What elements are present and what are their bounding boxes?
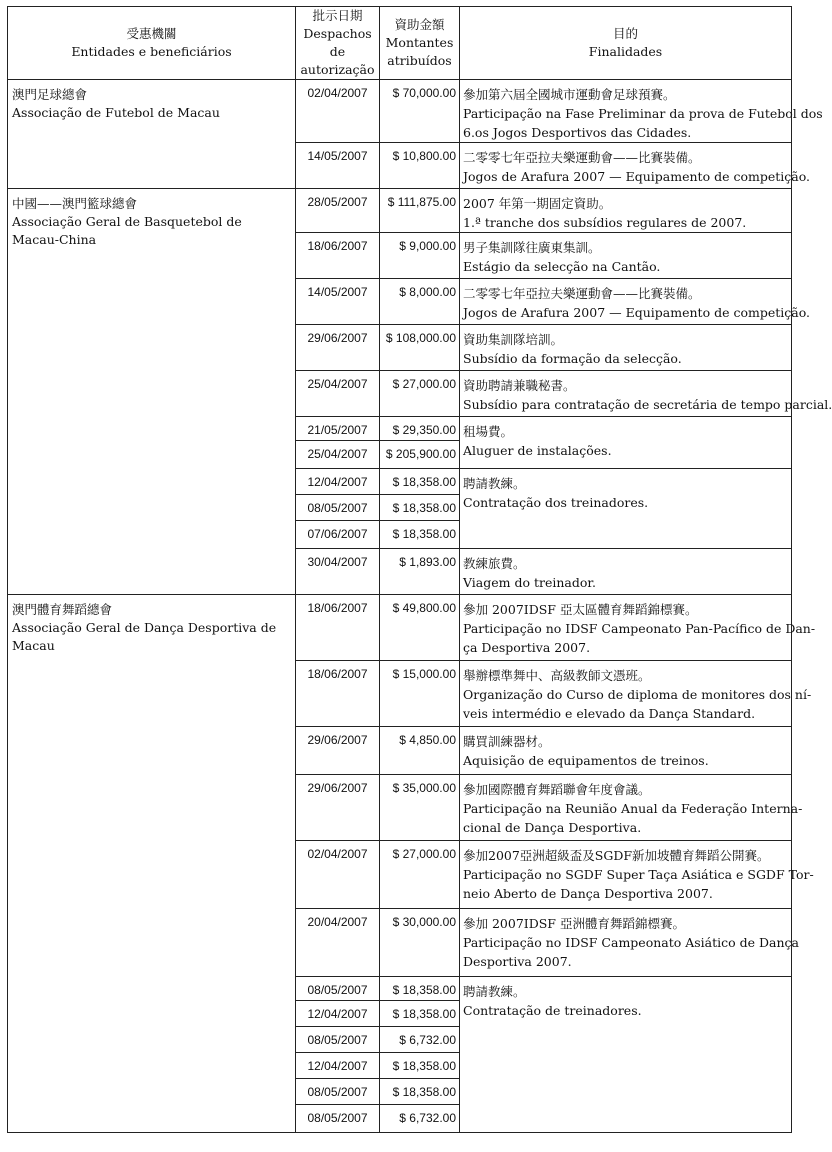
header-row xyxy=(8,7,792,80)
entity-cell xyxy=(8,595,296,1133)
purpose-line: Organização do Curso de diploma de monitores dos ní- xyxy=(463,687,812,702)
purpose-line: Estágio da selecção na Cantão. xyxy=(463,259,661,274)
purpose-line: 舉辦標準舞中、高級教師文憑班。 xyxy=(463,668,651,683)
date-cell: 29/06/2007 xyxy=(296,775,380,841)
date-cell: 18/06/2007 xyxy=(296,595,380,661)
purpose-line: Aquisição de equipamentos de treinos. xyxy=(463,753,709,768)
entity-name-line: Macau-China xyxy=(12,232,97,247)
date-cell: 25/04/2007 xyxy=(296,371,380,417)
entity-name-line: Macau xyxy=(12,638,55,653)
date-cell: 08/05/2007 xyxy=(296,1079,380,1105)
date-cell: 18/06/2007 xyxy=(296,661,380,727)
purpose-cell xyxy=(460,977,792,1133)
purpose-line: 參加國際體育舞蹈聯會年度會議。 xyxy=(463,782,651,797)
date-cell: 29/06/2007 xyxy=(296,325,380,371)
header-amounts-pt2: atribuídos xyxy=(387,53,452,68)
date-cell: 08/05/2007 xyxy=(296,1027,380,1053)
purpose-line: 租場費。 xyxy=(463,424,514,439)
header-entities xyxy=(8,7,296,80)
amount-cell: $ 70,000.00 xyxy=(380,80,460,143)
purpose-line: 參加第六屆全國城市運動會足球預賽。 xyxy=(463,87,676,102)
date-cell: 07/06/2007 xyxy=(296,521,380,549)
purpose-cell xyxy=(460,661,812,727)
purpose-line: neio Aberto de Dança Desportiva 2007. xyxy=(463,886,713,901)
date-cell: 30/04/2007 xyxy=(296,549,380,595)
amount-cell: $ 8,000.00 xyxy=(380,279,460,325)
purpose-cell xyxy=(460,775,803,841)
table-row xyxy=(8,80,792,143)
amount-cell: $ 205,900.00 xyxy=(380,441,460,469)
purpose-line: Contratação de treinadores. xyxy=(463,1003,642,1018)
amount-cell: $ 27,000.00 xyxy=(380,371,460,417)
purpose-line: 1.ª tranche dos subsídios regulares de 2007. xyxy=(463,215,747,230)
purpose-cell xyxy=(460,549,792,595)
purpose-line: Aluguer de instalações. xyxy=(463,443,612,458)
purpose-line: 二零零七年亞拉夫樂運動會——比賽裝備。 xyxy=(463,286,701,301)
header-amounts-zh: 資助金額 xyxy=(394,17,445,32)
purpose-line: Participação no SGDF Super Taça Asiática e SGDF Tor- xyxy=(463,867,814,882)
purpose-line: 參加 2007IDSF 亞洲體育舞蹈錦標賽。 xyxy=(463,916,685,931)
purpose-line: Participação na Fase Preliminar da prova de Futebol dos xyxy=(463,106,823,121)
header-dates xyxy=(296,7,380,80)
purpose-line: Subsídio para contratação de secretária de tempo parcial. xyxy=(463,397,832,412)
entity-name-line: 中國——澳門籃球總會 xyxy=(12,196,138,211)
amount-cell: $ 30,000.00 xyxy=(380,909,460,977)
purpose-cell xyxy=(460,189,792,233)
purpose-line: 參加2007亞洲超級盃及SGDF新加坡體育舞蹈公開賽。 xyxy=(463,848,770,863)
amount-cell: $ 18,358.00 xyxy=(380,1053,460,1079)
amount-cell: $ 18,358.00 xyxy=(380,521,460,549)
date-cell: 02/04/2007 xyxy=(296,80,380,143)
table-row xyxy=(8,595,792,661)
purpose-line: veis intermédio e elevado da Dança Standard. xyxy=(463,706,756,721)
date-cell: 25/04/2007 xyxy=(296,441,380,469)
header-dates-pt1: Despachos de xyxy=(303,26,372,59)
table-row xyxy=(8,189,792,233)
entity-name-line: Associação de Futebol de Macau xyxy=(12,105,220,120)
amount-cell: $ 108,000.00 xyxy=(380,325,460,371)
purpose-cell xyxy=(460,417,792,469)
header-purposes-pt: Finalidades xyxy=(588,44,663,59)
amount-cell: $ 15,000.00 xyxy=(380,661,460,727)
date-cell: 20/04/2007 xyxy=(296,909,380,977)
purpose-cell xyxy=(460,325,792,371)
header-amounts xyxy=(380,7,460,80)
amount-cell: $ 1,893.00 xyxy=(380,549,460,595)
header-dates-zh: 批示日期 xyxy=(312,8,363,23)
entity-name-line: 澳門體育舞蹈總會 xyxy=(12,602,113,617)
header-purposes xyxy=(460,7,792,80)
entity-name-line: 澳門足球總會 xyxy=(12,87,88,102)
amount-cell: $ 18,358.00 xyxy=(380,1001,460,1027)
purpose-line: 6.os Jogos Desportivos das Cidades. xyxy=(463,125,692,140)
purpose-line: Viagem do treinador. xyxy=(463,575,596,590)
entity-name-line: Associação Geral de Dança Desportiva de xyxy=(12,620,277,635)
amount-cell: $ 10,800.00 xyxy=(380,143,460,189)
amount-cell: $ 18,358.00 xyxy=(380,469,460,495)
date-cell: 08/05/2007 xyxy=(296,495,380,521)
purpose-line: 資助聘請兼職秘書。 xyxy=(463,378,576,393)
purpose-line: 教練旅費。 xyxy=(463,556,526,571)
amount-cell: $ 111,875.00 xyxy=(380,189,460,233)
date-cell: 21/05/2007 xyxy=(296,417,380,441)
purpose-cell xyxy=(460,80,823,143)
purpose-cell xyxy=(460,595,816,661)
purpose-line: Contratação dos treinadores. xyxy=(463,495,649,510)
purpose-line: 聘請教練。 xyxy=(463,476,526,491)
purpose-line: Participação no IDSF Campeonato Pan-Pacífico de Dan- xyxy=(463,621,816,636)
purpose-line: 資助集訓隊培訓。 xyxy=(463,332,564,347)
purpose-line: 聘請教練。 xyxy=(463,984,526,999)
date-cell: 12/04/2007 xyxy=(296,469,380,495)
purpose-line: Participação no IDSF Campeonato Asiático de Dança xyxy=(463,935,800,950)
header-amounts-pt1: Montantes xyxy=(385,35,454,50)
amount-cell: $ 27,000.00 xyxy=(380,841,460,909)
entity-cell xyxy=(8,80,296,189)
entity-name-line: Associação Geral de Basquetebol de xyxy=(12,214,242,229)
date-cell: 12/04/2007 xyxy=(296,1001,380,1027)
header-purposes-zh: 目的 xyxy=(612,26,638,41)
purpose-cell xyxy=(460,841,814,909)
date-cell: 12/04/2007 xyxy=(296,1053,380,1079)
amount-cell: $ 6,732.00 xyxy=(380,1027,460,1053)
purpose-cell xyxy=(460,469,792,549)
purpose-cell xyxy=(460,727,792,775)
purpose-line: Jogos de Arafura 2007 — Equipamento de competição. xyxy=(463,169,810,184)
header-entities-zh: 受惠機關 xyxy=(126,26,177,41)
purpose-line: Jogos de Arafura 2007 — Equipamento de competição. xyxy=(463,305,810,320)
purpose-line: 男子集訓隊往廣東集訓。 xyxy=(463,240,601,255)
amount-cell: $ 29,350.00 xyxy=(380,417,460,441)
header-dates-pt2: autorização xyxy=(300,62,375,77)
date-cell: 08/05/2007 xyxy=(296,1105,380,1133)
purpose-cell xyxy=(460,143,810,189)
amount-cell: $ 4,850.00 xyxy=(380,727,460,775)
date-cell: 08/05/2007 xyxy=(296,977,380,1001)
date-cell: 29/06/2007 xyxy=(296,727,380,775)
amount-cell: $ 49,800.00 xyxy=(380,595,460,661)
purpose-line: 參加 2007IDSF 亞太區體育舞蹈錦標賽。 xyxy=(463,602,698,617)
date-cell: 28/05/2007 xyxy=(296,189,380,233)
date-cell: 02/04/2007 xyxy=(296,841,380,909)
date-cell: 18/06/2007 xyxy=(296,233,380,279)
purpose-line: ça Desportiva 2007. xyxy=(463,640,591,655)
amount-cell: $ 6,732.00 xyxy=(380,1105,460,1133)
subsidies-table xyxy=(7,6,832,1133)
amount-cell: $ 18,358.00 xyxy=(380,1079,460,1105)
amount-cell: $ 9,000.00 xyxy=(380,233,460,279)
purpose-line: Participação na Reunião Anual da Federação Interna- xyxy=(463,801,803,816)
purpose-line: Desportiva 2007. xyxy=(463,954,572,969)
amount-cell: $ 35,000.00 xyxy=(380,775,460,841)
purpose-cell xyxy=(460,371,832,417)
date-cell: 14/05/2007 xyxy=(296,279,380,325)
purpose-cell xyxy=(460,233,792,279)
header-entities-pt: Entidades e beneficiários xyxy=(71,44,232,59)
purpose-line: 購買訓練器材。 xyxy=(463,734,551,749)
purpose-cell xyxy=(460,279,810,325)
entity-cell xyxy=(8,189,296,595)
purpose-line: cional de Dança Desportiva. xyxy=(463,820,642,835)
amount-cell: $ 18,358.00 xyxy=(380,495,460,521)
purpose-line: 二零零七年亞拉夫樂運動會——比賽裝備。 xyxy=(463,150,701,165)
date-cell: 14/05/2007 xyxy=(296,143,380,189)
amount-cell: $ 18,358.00 xyxy=(380,977,460,1001)
purpose-cell xyxy=(460,909,800,977)
purpose-line: 2007 年第一期固定資助。 xyxy=(463,196,612,211)
purpose-line: Subsídio da formação da selecção. xyxy=(463,351,682,366)
